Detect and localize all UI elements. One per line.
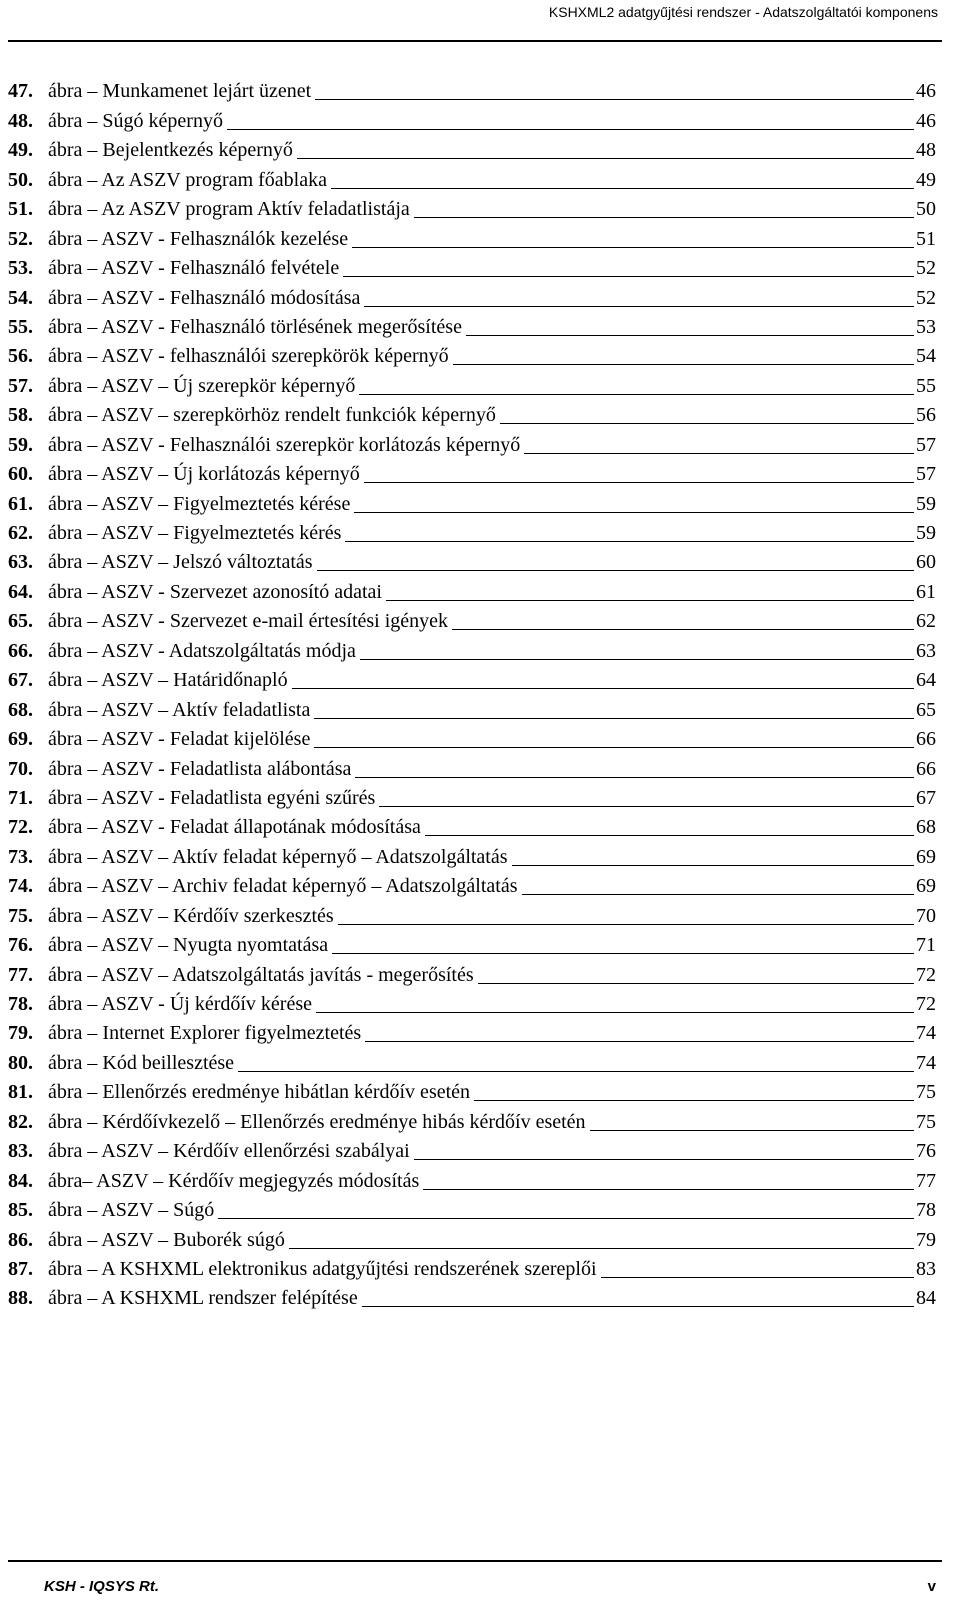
leader-line xyxy=(425,835,914,836)
figure-number: 56. xyxy=(8,345,33,368)
page-ref: 55 xyxy=(916,374,936,397)
toc-entry[interactable] xyxy=(8,103,936,132)
toc-entry[interactable] xyxy=(8,251,936,280)
page-ref: 68 xyxy=(916,816,936,839)
figure-number: 87. xyxy=(8,1257,33,1280)
leader-line xyxy=(452,629,914,630)
page-footer xyxy=(0,1560,960,1605)
leader-line xyxy=(238,1071,914,1072)
toc-entry[interactable] xyxy=(8,427,936,456)
figure-caption: ábra – ASZV - Adatszolgáltatás módja xyxy=(48,639,356,662)
figure-caption: ábra – ASZV – Kérdőív szerkesztés xyxy=(48,904,334,927)
toc-entry[interactable] xyxy=(8,633,936,662)
leader-line xyxy=(478,983,914,984)
leader-line xyxy=(512,865,914,866)
leader-line xyxy=(355,777,914,778)
page-ref: 78 xyxy=(916,1199,936,1222)
leader-line xyxy=(297,158,914,159)
figure-caption: ábra – ASZV – Nyugta nyomtatása xyxy=(48,934,329,957)
figure-caption: ábra – ASZV - Feladatlista alábontása xyxy=(48,757,352,780)
page-ref: 79 xyxy=(916,1228,936,1251)
page-ref: 57 xyxy=(916,463,936,486)
footer-divider xyxy=(8,1560,942,1562)
toc-entry[interactable] xyxy=(8,957,936,986)
leader-line xyxy=(414,217,914,218)
leader-line xyxy=(352,247,914,248)
figure-caption: ábra – Kód beillesztése xyxy=(48,1051,235,1074)
figure-number: 52. xyxy=(8,227,33,250)
leader-line xyxy=(364,306,914,307)
figure-number: 64. xyxy=(8,580,33,603)
page-number: v xyxy=(927,1578,936,1595)
figure-number: 76. xyxy=(8,934,33,957)
figure-number: 86. xyxy=(8,1228,33,1251)
toc-entry[interactable] xyxy=(8,781,936,810)
page-ref: 71 xyxy=(916,934,936,957)
toc-entry[interactable] xyxy=(8,457,936,486)
leader-line xyxy=(332,953,914,954)
page-ref: 76 xyxy=(916,1140,936,1163)
figure-number: 61. xyxy=(8,492,33,515)
figure-number: 77. xyxy=(8,963,33,986)
figure-number: 78. xyxy=(8,993,33,1015)
leader-line xyxy=(315,99,914,100)
figure-caption: ábra – ASZV - Új kérdőív kérése xyxy=(48,993,313,1015)
figure-caption: ábra – ASZV – Buborék súgó xyxy=(48,1228,285,1251)
page-ref: 65 xyxy=(916,698,936,721)
page-ref: 48 xyxy=(916,139,936,162)
figure-number: 66. xyxy=(8,639,33,662)
figure-number: 55. xyxy=(8,315,33,338)
page-ref: 49 xyxy=(916,168,936,191)
figure-number: 49. xyxy=(8,139,33,162)
toc-entry[interactable] xyxy=(8,1281,936,1310)
footer-company: KSH - IQSYS Rt. xyxy=(44,1578,160,1595)
figure-caption: ábra – Súgó képernyő xyxy=(48,109,223,132)
figure-number: 79. xyxy=(8,1022,33,1045)
figure-number: 59. xyxy=(8,433,33,456)
page-ref: 51 xyxy=(916,227,936,250)
leader-line xyxy=(453,364,914,365)
page-ref: 56 xyxy=(916,404,936,427)
table-of-figures xyxy=(8,74,936,1310)
page-ref: 72 xyxy=(916,993,936,1015)
figure-number: 70. xyxy=(8,757,33,780)
figure-number: 84. xyxy=(8,1169,33,1192)
leader-line xyxy=(359,394,914,395)
figure-caption: ábra – ASZV - Felhasználó törlésének megerősítése xyxy=(48,315,462,338)
figure-number: 85. xyxy=(8,1199,33,1222)
page-ref: 62 xyxy=(916,610,936,633)
figure-caption: ábra – Kérdőívkezelő – Ellenőrzés eredménye hibás kérdőív esetén xyxy=(48,1110,586,1133)
toc-entry[interactable] xyxy=(8,1045,936,1074)
leader-line xyxy=(423,1189,914,1190)
leader-line xyxy=(345,541,914,542)
leader-line xyxy=(354,512,914,513)
page-ref: 54 xyxy=(916,345,936,368)
leader-line xyxy=(590,1130,914,1131)
toc-entry[interactable] xyxy=(8,486,936,515)
page-ref: 74 xyxy=(916,1051,936,1074)
toc-entry[interactable] xyxy=(8,280,936,309)
toc-entry[interactable] xyxy=(8,1252,936,1281)
figure-number: 65. xyxy=(8,610,33,633)
toc-entry[interactable] xyxy=(8,1104,936,1133)
figure-number: 80. xyxy=(8,1051,33,1074)
figure-caption: ábra – ASZV - Szervezet e-mail értesítési igények xyxy=(48,610,449,633)
page-ref: 77 xyxy=(916,1169,936,1192)
figure-number: 83. xyxy=(8,1140,33,1163)
figure-number: 69. xyxy=(8,728,33,751)
figure-number: 53. xyxy=(8,257,33,280)
page-ref: 63 xyxy=(916,639,936,662)
page-ref: 66 xyxy=(916,757,936,780)
figure-number: 63. xyxy=(8,551,33,574)
figure-caption: ábra – ASZV - Szervezet azonosító adatai xyxy=(48,580,382,603)
figure-number: 74. xyxy=(8,875,33,898)
figure-number: 73. xyxy=(8,845,33,868)
leader-line xyxy=(343,276,914,277)
leader-line xyxy=(218,1218,914,1219)
figure-caption: ábra – A KSHXML elektronikus adatgyűjtési rendszerének szereplői xyxy=(48,1257,597,1280)
toc-entry[interactable] xyxy=(8,692,936,721)
figure-caption: ábra– ASZV – Kérdőív megjegyzés módosítás xyxy=(48,1169,420,1192)
leader-line xyxy=(522,894,914,895)
toc-entry[interactable] xyxy=(8,398,936,427)
toc-entry[interactable] xyxy=(8,722,936,751)
toc-entry[interactable] xyxy=(8,133,936,162)
toc-entry[interactable] xyxy=(8,928,936,957)
page-ref: 72 xyxy=(916,963,936,986)
figure-caption: ábra – ASZV – Aktív feladat képernyő – Adatszolgáltatás xyxy=(48,845,508,868)
toc-entry[interactable] xyxy=(8,339,936,368)
page-ref: 83 xyxy=(916,1257,936,1280)
figure-caption: ábra – Internet Explorer figyelmeztetés xyxy=(48,1022,362,1045)
figure-caption: ábra – Ellenőrzés eredménye hibátlan kérdőív esetén xyxy=(48,1081,471,1104)
figure-number: 57. xyxy=(8,374,33,397)
leader-line xyxy=(524,453,914,454)
figure-caption: ábra – ASZV – Adatszolgáltatás javítás - megerősítés xyxy=(48,963,474,986)
leader-line xyxy=(338,924,914,925)
page-ref: 50 xyxy=(916,198,936,221)
page-ref: 66 xyxy=(916,728,936,751)
figure-caption: ábra – ASZV – Súgó xyxy=(48,1199,215,1222)
toc-entry[interactable] xyxy=(8,162,936,191)
figure-caption: ábra – ASZV - Feladat állapotának módosítása xyxy=(48,816,421,839)
toc-entry[interactable] xyxy=(8,663,936,692)
toc-entry[interactable] xyxy=(8,221,936,250)
leader-line xyxy=(360,659,914,660)
toc-entry[interactable] xyxy=(8,545,936,574)
leader-line xyxy=(317,570,914,571)
figure-caption: ábra – ASZV – Archiv feladat képernyő – Adatszolgáltatás xyxy=(48,875,518,898)
toc-entry[interactable] xyxy=(8,1163,936,1192)
figure-caption: ábra – ASZV – Jelszó változtatás xyxy=(48,551,313,574)
page-ref: 64 xyxy=(916,669,936,692)
figure-caption: ábra – ASZV – Figyelmeztetés kérés xyxy=(48,522,342,544)
leader-line xyxy=(386,600,914,601)
figure-caption: ábra – ASZV - Felhasználók kezelése xyxy=(48,227,349,250)
figure-caption: ábra – Az ASZV program Aktív feladatlistája xyxy=(48,198,410,221)
figure-caption: ábra – Munkamenet lejárt üzenet xyxy=(48,80,312,103)
toc-entry[interactable] xyxy=(8,192,936,221)
toc-entry[interactable] xyxy=(8,898,936,927)
figure-caption: ábra – ASZV – Új korlátozás képernyő xyxy=(48,463,360,486)
leader-line xyxy=(314,747,914,748)
toc-entry[interactable] xyxy=(8,574,936,603)
leader-line xyxy=(466,335,914,336)
figure-number: 60. xyxy=(8,463,33,486)
figure-number: 58. xyxy=(8,404,33,427)
toc-entry[interactable] xyxy=(8,987,936,1016)
leader-line xyxy=(365,1041,914,1042)
figure-caption: ábra – ASZV – Kérdőív ellenőrzési szabályai xyxy=(48,1140,410,1163)
figure-caption: ábra – ASZV – Határidőnapló xyxy=(48,669,288,692)
toc-entry[interactable] xyxy=(8,751,936,780)
leader-line xyxy=(364,482,914,483)
toc-entry[interactable] xyxy=(8,74,936,103)
figure-number: 82. xyxy=(8,1110,33,1133)
figure-caption: ábra – ASZV - Feladat kijelölése xyxy=(48,728,311,751)
figure-number: 47. xyxy=(8,80,33,103)
toc-entry[interactable] xyxy=(8,810,936,839)
leader-line xyxy=(601,1277,914,1278)
page-ref: 70 xyxy=(916,904,936,927)
leader-line xyxy=(227,129,914,130)
page-ref: 84 xyxy=(916,1287,936,1310)
page-ref: 46 xyxy=(916,80,936,103)
page-ref: 69 xyxy=(916,845,936,868)
toc-entry[interactable] xyxy=(8,839,936,868)
figure-caption: ábra – A KSHXML rendszer felépítése xyxy=(48,1287,358,1310)
toc-entry[interactable] xyxy=(8,1134,936,1163)
page-ref: 52 xyxy=(916,257,936,280)
page-header xyxy=(0,0,960,46)
figure-caption: ábra – ASZV – Figyelmeztetés kérése xyxy=(48,492,351,515)
figure-caption: ábra – ASZV – szerepkörhöz rendelt funkciók képernyő xyxy=(48,404,496,427)
figure-caption: ábra – Bejelentkezés képernyő xyxy=(48,139,293,162)
figure-caption: ábra – Az ASZV program főablaka xyxy=(48,168,327,191)
leader-line xyxy=(362,1306,914,1307)
page-ref: 69 xyxy=(916,875,936,898)
figure-number: 50. xyxy=(8,168,33,191)
toc-entry[interactable] xyxy=(8,1193,936,1222)
leader-line xyxy=(292,688,914,689)
page-ref: 75 xyxy=(916,1110,936,1133)
leader-line xyxy=(331,188,914,189)
figure-caption: ábra – ASZV - Felhasználói szerepkör korlátozás képernyő xyxy=(48,433,521,456)
leader-line xyxy=(289,1248,914,1249)
page-ref: 53 xyxy=(916,315,936,338)
leader-line xyxy=(500,423,914,424)
leader-line xyxy=(316,1012,914,1013)
page-ref: 67 xyxy=(916,786,936,809)
page-ref: 59 xyxy=(916,522,936,544)
page-ref: 57 xyxy=(916,433,936,456)
figure-number: 51. xyxy=(8,198,33,221)
page-ref: 75 xyxy=(916,1081,936,1104)
figure-number: 68. xyxy=(8,698,33,721)
header-divider xyxy=(8,40,942,42)
figure-caption: ábra – ASZV - Felhasználó módosítása xyxy=(48,286,361,309)
figure-caption: ábra – ASZV - Feladatlista egyéni szűrés xyxy=(48,786,376,809)
figure-number: 75. xyxy=(8,904,33,927)
page-ref: 59 xyxy=(916,492,936,515)
page-ref: 46 xyxy=(916,109,936,132)
figure-number: 48. xyxy=(8,109,33,132)
figure-number: 72. xyxy=(8,816,33,839)
leader-line xyxy=(314,718,914,719)
toc-entry[interactable] xyxy=(8,1075,936,1104)
figure-number: 62. xyxy=(8,522,33,544)
figure-number: 67. xyxy=(8,669,33,692)
toc-entry[interactable] xyxy=(8,516,936,545)
page-ref: 61 xyxy=(916,580,936,603)
page-ref: 74 xyxy=(916,1022,936,1045)
toc-entry[interactable] xyxy=(8,604,936,633)
toc-entry[interactable] xyxy=(8,368,936,397)
toc-entry[interactable] xyxy=(8,310,936,339)
toc-entry[interactable] xyxy=(8,869,936,898)
figure-number: 88. xyxy=(8,1287,33,1310)
figure-caption: ábra – ASZV – Aktív feladatlista xyxy=(48,698,311,721)
figure-number: 71. xyxy=(8,786,33,809)
toc-entry[interactable] xyxy=(8,1222,936,1251)
figure-number: 81. xyxy=(8,1081,33,1104)
header-title: KSHXML2 adatgyűjtési rendszer - Adatszolgáltatói komponens xyxy=(548,4,938,20)
leader-line xyxy=(379,806,914,807)
figure-caption: ábra – ASZV - Felhasználó felvétele xyxy=(48,257,340,280)
leader-line xyxy=(474,1100,914,1101)
figure-caption: ábra – ASZV – Új szerepkör képernyő xyxy=(48,374,356,397)
figure-caption: ábra – ASZV - felhasználói szerepkörök képernyő xyxy=(48,345,449,368)
toc-entry[interactable] xyxy=(8,1016,936,1045)
page-ref: 52 xyxy=(916,286,936,309)
page-ref: 60 xyxy=(916,551,936,574)
figure-number: 54. xyxy=(8,286,33,309)
leader-line xyxy=(414,1159,914,1160)
